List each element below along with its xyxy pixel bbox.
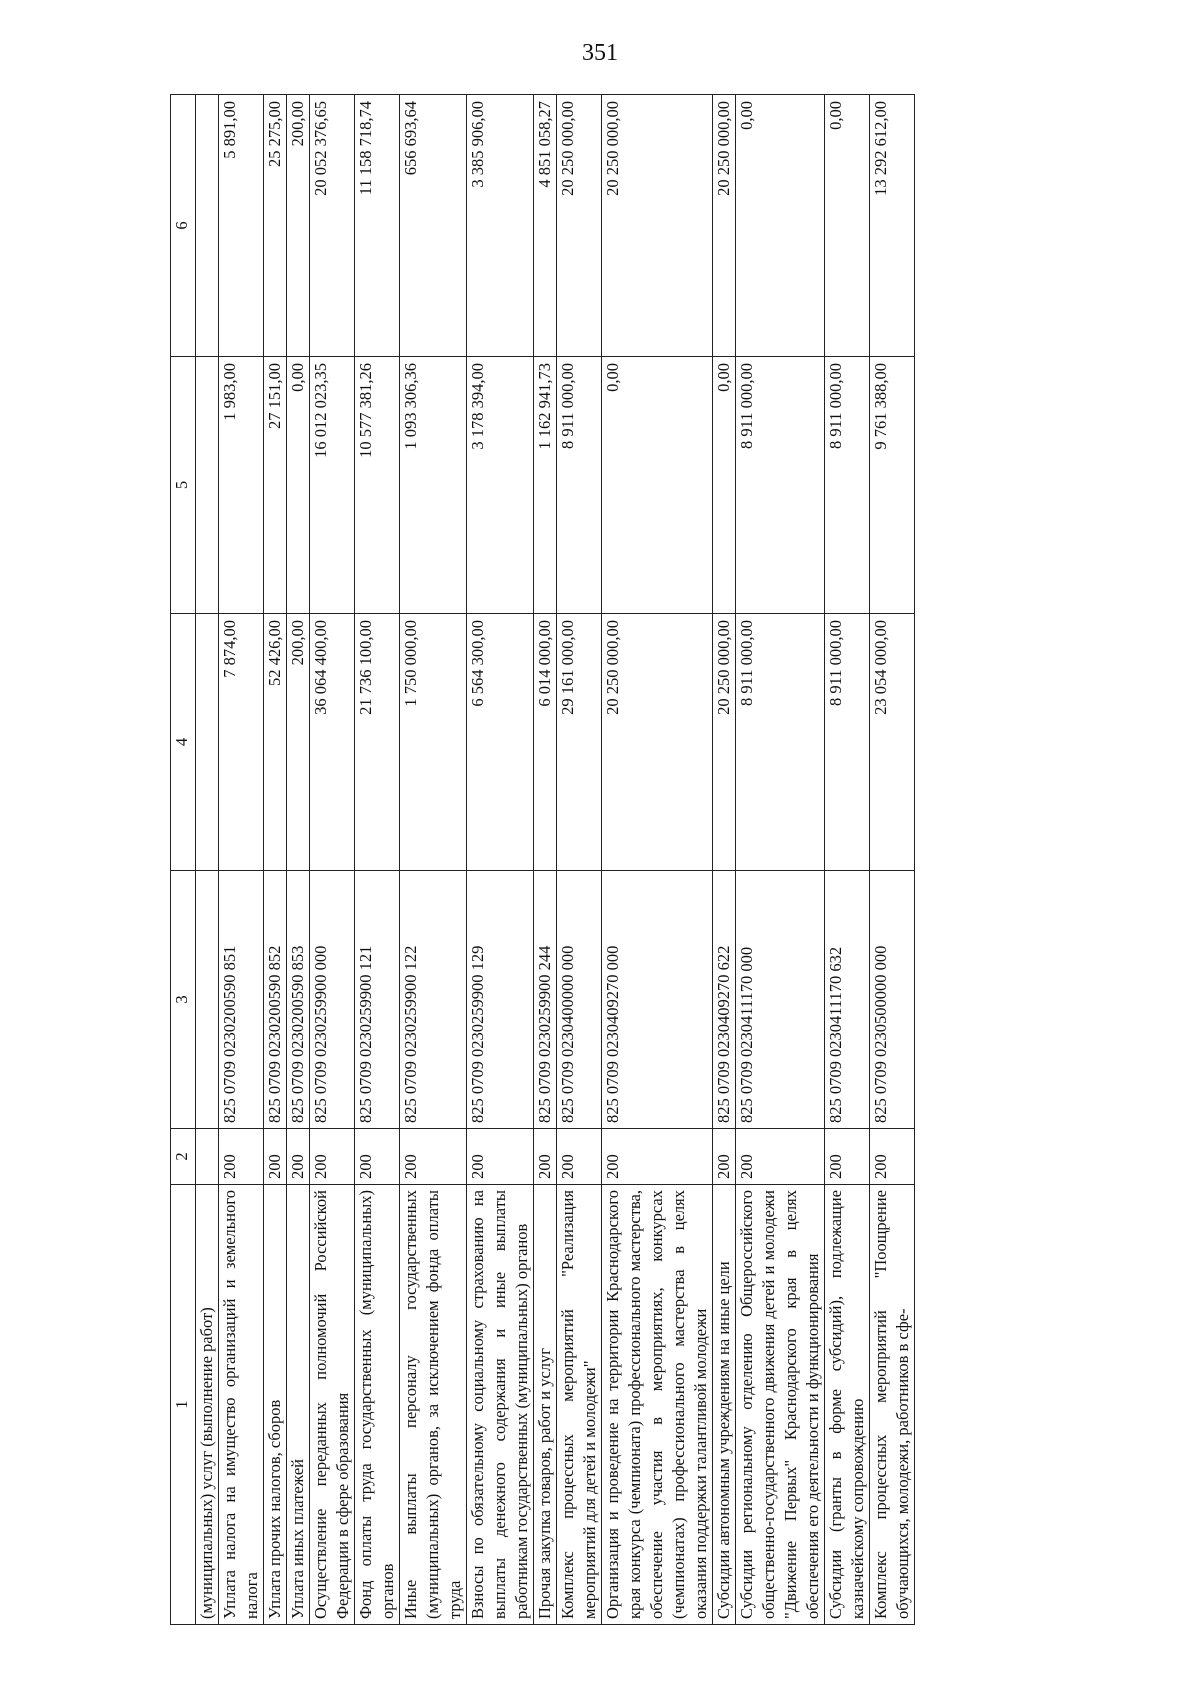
table-row — [557, 95, 602, 1625]
column-number: 6 — [171, 95, 196, 357]
row-plan-amount: 7 874,00 — [219, 614, 264, 871]
row-code-cell: 200 — [287, 1129, 310, 1185]
row-code-cell — [196, 1129, 219, 1185]
row-code-cell: 200 — [355, 1129, 400, 1185]
table-row — [534, 95, 557, 1625]
row-remainder-amount — [196, 95, 219, 357]
row-kbk-cell: 825 0709 0230259900 122 — [400, 871, 467, 1129]
row-executed-amount: 8 911 000,00 — [825, 357, 870, 614]
row-kbk-cell: 825 0709 0230200590 851 — [219, 871, 264, 1129]
row-executed-amount: 16 012 023,35 — [310, 357, 355, 614]
table-row — [355, 95, 400, 1625]
row-kbk-cell: 825 0709 0230500000 000 — [870, 871, 915, 1129]
page-number: 351 — [582, 40, 618, 66]
row-name-cell: Уплата налога на имущество организаций и земельного налога — [219, 1185, 264, 1625]
row-plan-amount: 20 250 000,00 — [713, 614, 736, 871]
row-executed-amount: 10 577 381,26 — [355, 357, 400, 614]
column-number-row — [171, 95, 196, 1625]
row-name-cell: Уплата иных платежей — [287, 1185, 310, 1625]
row-remainder-amount: 0,00 — [736, 95, 825, 357]
row-remainder-amount: 20 250 000,00 — [602, 95, 713, 357]
row-name-cell: Фонд оплаты труда государственных (муниципальных) органов — [355, 1185, 400, 1625]
row-plan-amount: 29 161 000,00 — [557, 614, 602, 871]
row-code-cell: 200 — [825, 1129, 870, 1185]
row-plan-amount: 23 054 000,00 — [870, 614, 915, 871]
row-plan-amount: 21 736 100,00 — [355, 614, 400, 871]
row-kbk-cell: 825 0709 0230200590 852 — [264, 871, 287, 1129]
row-plan-amount: 6 564 300,00 — [467, 614, 534, 871]
budget-execution-table — [170, 94, 915, 1625]
row-remainder-amount: 200,00 — [287, 95, 310, 357]
row-kbk-cell: 825 0709 0230411170 000 — [736, 871, 825, 1129]
row-kbk-cell: 825 0709 0230400000 000 — [557, 871, 602, 1129]
column-number: 4 — [171, 614, 196, 871]
column-number: 3 — [171, 871, 196, 1129]
row-remainder-amount: 0,00 — [825, 95, 870, 357]
table-row — [825, 95, 870, 1625]
row-kbk-cell: 825 0709 0230259900 244 — [534, 871, 557, 1129]
table-row — [713, 95, 736, 1625]
row-remainder-amount: 25 275,00 — [264, 95, 287, 357]
row-remainder-amount: 3 385 906,00 — [467, 95, 534, 357]
row-executed-amount: 1 162 941,73 — [534, 357, 557, 614]
row-executed-amount: 0,00 — [602, 357, 713, 614]
row-remainder-amount: 11 158 718,74 — [355, 95, 400, 357]
row-code-cell: 200 — [467, 1129, 534, 1185]
row-plan-amount: 8 911 000,00 — [736, 614, 825, 871]
row-kbk-cell: 825 0709 0230409270 622 — [713, 871, 736, 1129]
row-name-cell: Осуществление переданных полномочий Российской Федерации в сфере образования — [310, 1185, 355, 1625]
table-row — [602, 95, 713, 1625]
row-name-cell: Комплекс процессных мероприятий "Реализация мероприятий для детей и молодежи" — [557, 1185, 602, 1625]
row-kbk-cell: 825 0709 0230259900 129 — [467, 871, 534, 1129]
row-executed-amount: 0,00 — [287, 357, 310, 614]
row-kbk-cell: 825 0709 0230200590 853 — [287, 871, 310, 1129]
row-kbk-cell — [196, 871, 219, 1129]
table-row — [264, 95, 287, 1625]
table-row — [736, 95, 825, 1625]
column-number: 2 — [171, 1129, 196, 1185]
table-row — [196, 95, 219, 1625]
row-name-cell: (муниципальных) услуг (выполнение работ) — [196, 1185, 219, 1625]
row-code-cell: 200 — [264, 1129, 287, 1185]
report-table-rotated — [170, 95, 1050, 1625]
row-code-cell: 200 — [870, 1129, 915, 1185]
row-code-cell: 200 — [602, 1129, 713, 1185]
row-remainder-amount: 20 052 376,65 — [310, 95, 355, 357]
table-row — [287, 95, 310, 1625]
row-plan-amount: 8 911 000,00 — [825, 614, 870, 871]
row-remainder-amount: 4 851 058,27 — [534, 95, 557, 357]
column-number: 5 — [171, 357, 196, 614]
row-name-cell: Комплекс процессных мероприятий "Поощрение обучающихся, молодежи, работников в сфе- — [870, 1185, 915, 1625]
row-remainder-amount: 20 250 000,00 — [713, 95, 736, 357]
row-remainder-amount: 5 891,00 — [219, 95, 264, 357]
column-number: 1 — [171, 1185, 196, 1625]
row-name-cell: Иные выплаты персоналу государственных (муниципальных) органов, за исключением фонда оплаты труда — [400, 1185, 467, 1625]
row-plan-amount: 36 064 400,00 — [310, 614, 355, 871]
row-executed-amount: 1 093 306,36 — [400, 357, 467, 614]
row-executed-amount: 1 983,00 — [219, 357, 264, 614]
row-code-cell: 200 — [736, 1129, 825, 1185]
row-kbk-cell: 825 0709 0230411170 632 — [825, 871, 870, 1129]
table-row — [310, 95, 355, 1625]
row-name-cell: Субсидии (гранты в форме субсидий), подлежащие казначейскому сопровождению — [825, 1185, 870, 1625]
row-executed-amount: 8 911 000,00 — [736, 357, 825, 614]
row-plan-amount: 200,00 — [287, 614, 310, 871]
table-row — [400, 95, 467, 1625]
row-remainder-amount: 20 250 000,00 — [557, 95, 602, 357]
row-plan-amount — [196, 614, 219, 871]
row-plan-amount: 52 426,00 — [264, 614, 287, 871]
row-executed-amount: 3 178 394,00 — [467, 357, 534, 614]
row-name-cell: Прочая закупка товаров, работ и услуг — [534, 1185, 557, 1625]
table-row — [870, 95, 915, 1625]
row-executed-amount: 8 911 000,00 — [557, 357, 602, 614]
row-kbk-cell: 825 0709 0230259900 121 — [355, 871, 400, 1129]
row-name-cell: Уплата прочих налогов, сборов — [264, 1185, 287, 1625]
row-remainder-amount: 13 292 612,00 — [870, 95, 915, 357]
row-executed-amount: 0,00 — [713, 357, 736, 614]
row-name-cell: Субсидии региональному отделению Общероссийского общественно-государственного движения детей и молодежи "Движение Первых" Краснодарского края в целях обеспечения его деятельности и функционирования — [736, 1185, 825, 1625]
row-code-cell: 200 — [557, 1129, 602, 1185]
row-executed-amount: 9 761 388,00 — [870, 357, 915, 614]
row-remainder-amount: 656 693,64 — [400, 95, 467, 357]
table-row — [219, 95, 264, 1625]
row-plan-amount: 1 750 000,00 — [400, 614, 467, 871]
row-kbk-cell: 825 0709 0230409270 000 — [602, 871, 713, 1129]
row-executed-amount — [196, 357, 219, 614]
row-executed-amount: 27 151,00 — [264, 357, 287, 614]
table-row — [467, 95, 534, 1625]
row-name-cell: Субсидии автономным учреждениям на иные цели — [713, 1185, 736, 1625]
row-kbk-cell: 825 0709 0230259900 000 — [310, 871, 355, 1129]
row-name-cell: Взносы по обязательному социальному страхованию на выплаты денежного содержания и иные выплаты работникам государственных (муниципальных) органов — [467, 1185, 534, 1625]
row-plan-amount: 20 250 000,00 — [602, 614, 713, 871]
row-code-cell: 200 — [310, 1129, 355, 1185]
row-code-cell: 200 — [713, 1129, 736, 1185]
row-code-cell: 200 — [219, 1129, 264, 1185]
row-plan-amount: 6 014 000,00 — [534, 614, 557, 871]
row-code-cell: 200 — [400, 1129, 467, 1185]
row-code-cell: 200 — [534, 1129, 557, 1185]
row-name-cell: Организация и проведение на территории Краснодарского края конкурса (чемпионата) профессионального мастерства, обеспечение участия в мероприятиях, конкурсах (чемпионатах) профессионального мастерства в целях оказания поддержки талантливой молодежи — [602, 1185, 713, 1625]
